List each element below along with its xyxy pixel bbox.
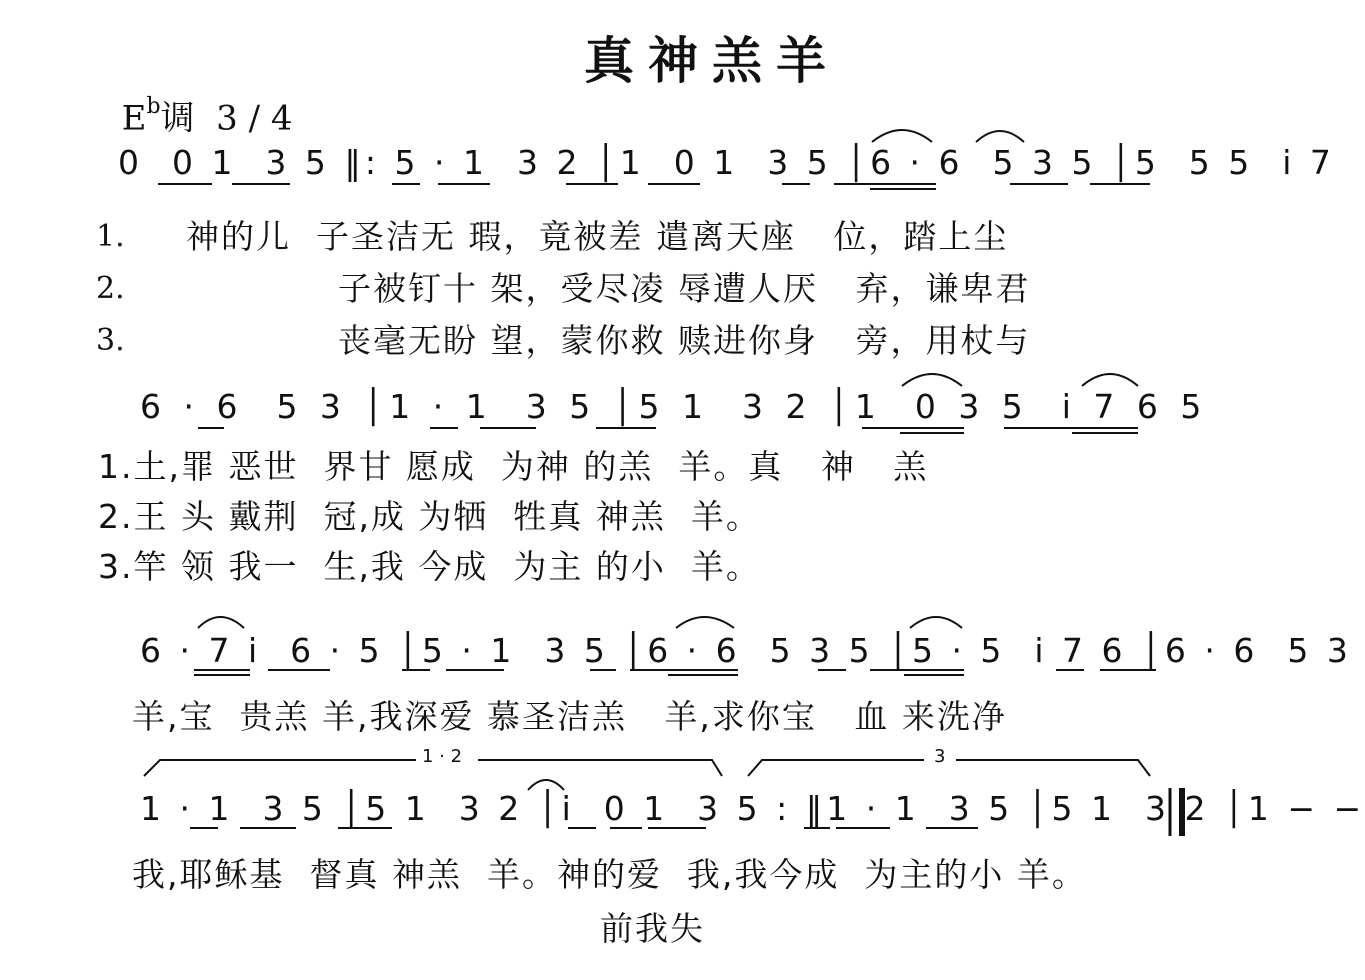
verse-2-number: 2. (96, 271, 125, 306)
verse-1-number: 1. (96, 219, 125, 254)
key-main: E (121, 98, 147, 139)
lyric-row1-verse3: 丧毫无盼 望，蒙你救 赎进你身 旁，用杖与 (338, 321, 1031, 360)
score-row-3: 6 · 7 i 6 · 5 │5 · 1 3 5 │6 · 6 5 3 5 │5 · 5 i 7 6 │6 · 6 5 3 (140, 631, 1352, 670)
song-title: 真神羔羊 (584, 32, 840, 90)
volta-3-label: 3 (934, 746, 946, 767)
lyric-row1-verse2: 子被钉十 架，受尽凌 辱遭人厌 弃，谦卑君 (338, 269, 1031, 308)
verse-3-number: 3. (96, 323, 125, 358)
lyric-row2-verse1: 1.土,罪 恶世 界甘 愿成 为神 的羔 羊。真 神 羔 (98, 447, 929, 486)
lyric-row4-sub: 前我失 (600, 909, 705, 948)
lyric-row2-verse3: 3.竿 领 我一 生,我 今成 为主 的小 羊。 (98, 547, 761, 586)
volta-1-2-label: 1 · 2 (422, 746, 463, 767)
score-row-1: 0 0 1 3 5 ‖: 5 · 1 3 2 │1 0 1 3 5 │6 · 6 5 3 5 │5 5 5 i 7 (118, 143, 1335, 182)
score-row-2: 6 · 6 5 3 │1 · 1 3 5 │5 1 3 2 │1 0 3 5 i 7 6 5 (140, 387, 1208, 426)
score-row-4: 1 · 1 3 5 │5 1 3 2 │i 0 1 3 5 : ‖1 · 1 3 5 │5 1 3 2 │1 − − (140, 789, 1365, 828)
lyric-row3: 羊,宝 贵羔 羊,我深爱 慕圣洁羔 羊,求你宝 血 来洗净 (132, 697, 1007, 736)
key-rest: 调 3 / 4 (160, 98, 293, 139)
lyric-row1-verse1: 神的儿 子圣洁无 瑕，竟被差 遣离天座 位，踏上尘 (186, 217, 1009, 256)
lyric-row4: 我,耶稣基 督真 神羔 羊。神的爱 我,我今成 为主的小 羊。 (132, 855, 1087, 894)
key-flat: b (146, 94, 161, 119)
lyric-row2-verse2: 2.王 头 戴荆 冠,成 为牺 牲真 神羔 羊。 (98, 497, 761, 536)
